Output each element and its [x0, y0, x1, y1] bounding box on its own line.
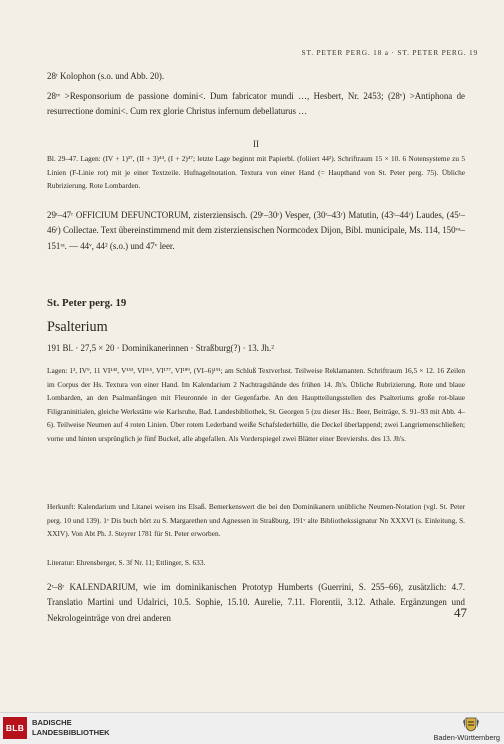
library-name: BADISCHE LANDESBIBLIOTHEK	[32, 718, 110, 737]
manuscript-signature: St. Peter perg. 19	[47, 297, 127, 309]
paragraph-kolophon: 28ʳ Kolophon (s.o. und Abb. 20).	[47, 71, 165, 81]
paragraph-kalendarium: 2ʳ–8ʳ KALENDARIUM, wie im dominikanischen Prototyp Humberts (Guerrini, S. 255–66), zusätzlich: 4.7. Translatio Martini und Udalrici, 10.5. Sophie, 15.10. Aurelie, 7.11. Florentii, 3.12. Athale. Ergänzungen und Nekrologeinträge von drei anderen	[47, 582, 465, 623]
library-footer	[0, 712, 504, 744]
paragraph-lagen-part2: Bl. 29–47. Lagen: (IV + 1)³⁷, (II + 3)⁴⁴, (I + 2)⁴⁷; letzte Lage beginnt mit Papierbl. (foliiert 44²). Schriftraum 15 × 10. 6 Notensysteme zu 5 Linien (F-Linie rot) mit je einer Textzeile. Hufnagelnotation. Textura von einer Hand (= Haupthand von St. Peter perg. 75). Übliche Rubrizierung. Rote Lombarden.	[47, 154, 465, 191]
manuscript-title: Psalterium	[47, 319, 108, 335]
paragraph-lagen: Lagen: 1³, IV⁹, 11 VI¹⁴³, V¹⁵³, VI¹⁶⁵, VI¹⁷⁷, VI¹⁸⁹, (VI–6)¹⁹¹; am Schluß Textverlust. Teilweise Reklamanten. Schriftraum 16,5 × 12. 16 Zeilen im Corpus der Hs. Textura von einer Hand. Im Kalendarium 2 Nachtragshände des frühen 14. Jh's. Übliche Rubrizierung. Rote und blaue Lombarden, an den Psalmanfängen mit Fleuronnée in der Gegenfarbe. An den Hauptteilungsstellen des Psalteriums große rot-blaue Filigraninitialen, gleiche Werkstätte wie Karlsruhe, Bad. Landesbibliothek, St. Georgen 5 (zu dieser Hs.: Beer, Beiträge, S. 91–93 mit Abb. 4–6). Teilweise Neumen auf 4 roten Linien. Über rotem Lederband weiße Schafslederhülle, die Deckel überlappend; zwei Langriemenschließen; vorne und hinten ursprünglich je fünf Buckel, alle abgefallen. Als Vorderspiegel zwei Blätter einer Breviershs. des 13. Jh's.	[47, 366, 465, 443]
manuscript-summary: 191 Bl. · 27,5 × 20 · Dominikanerinnen · Straßburg(?) · 13. Jh.²	[47, 343, 274, 353]
page-number: 47	[454, 605, 467, 620]
running-head: ST. PETER PERG. 18 a · ST. PETER PERG. 19	[301, 48, 478, 57]
paragraph-literatur: Literatur: Ehrensberger, S. 3f Nr. 11; Ettlinger, S. 633.	[47, 558, 206, 567]
blb-logo: BLB	[3, 717, 27, 739]
paragraph-responsorium: 28ʳᵛ >Responsorium de passione domini<. Dum fabricator mundi …, Hesbert, Nr. 2453; (28ᵛ) >Antiphona de resurrectione domini<. Cum rex glorie Christus infernum debellaturus …	[47, 91, 465, 117]
coat-of-arms-icon	[462, 716, 480, 732]
region-label: Baden-Württemberg	[433, 733, 500, 742]
paragraph-herkunft: Herkunft: Kalendarium und Litanei weisen ins Elsaß. Bemerkenswert die bei den Dominikanern unübliche Neumen-Notation (vgl. St. Peter perg. 10 und 139). 1ᵛ Dis buch hört zu S. Margarethen und Agnessen in Straßburg, 191ᵛ alte Bibliothekssignatur Nn XXXVI (s. Einleitung, S. XXIV). Von Abt Ph. J. Steyrer 1781 für St. Peter erworben.	[47, 502, 465, 539]
section-numeral: II	[253, 139, 259, 149]
paragraph-officium: 29ʳ–47ʳ OFFICIUM DEFUNCTORUM, zisterziensisch. (29ʳ–30ʳ) Vesper, (30ʳ–43ʳ) Matutin, (43ʳ–44ʳ) Laudes, (45ʳ–46ʳ) Collectae. Text übereinstimmend mit dem zisterziensischen Normcodex Dijon, Bibl. municipale, Ms. 114, 150ᵛᵃ–151ʳᵃ. — 44ᵛ, 44² (s.o.) und 47ᵛ leer.	[47, 210, 465, 251]
